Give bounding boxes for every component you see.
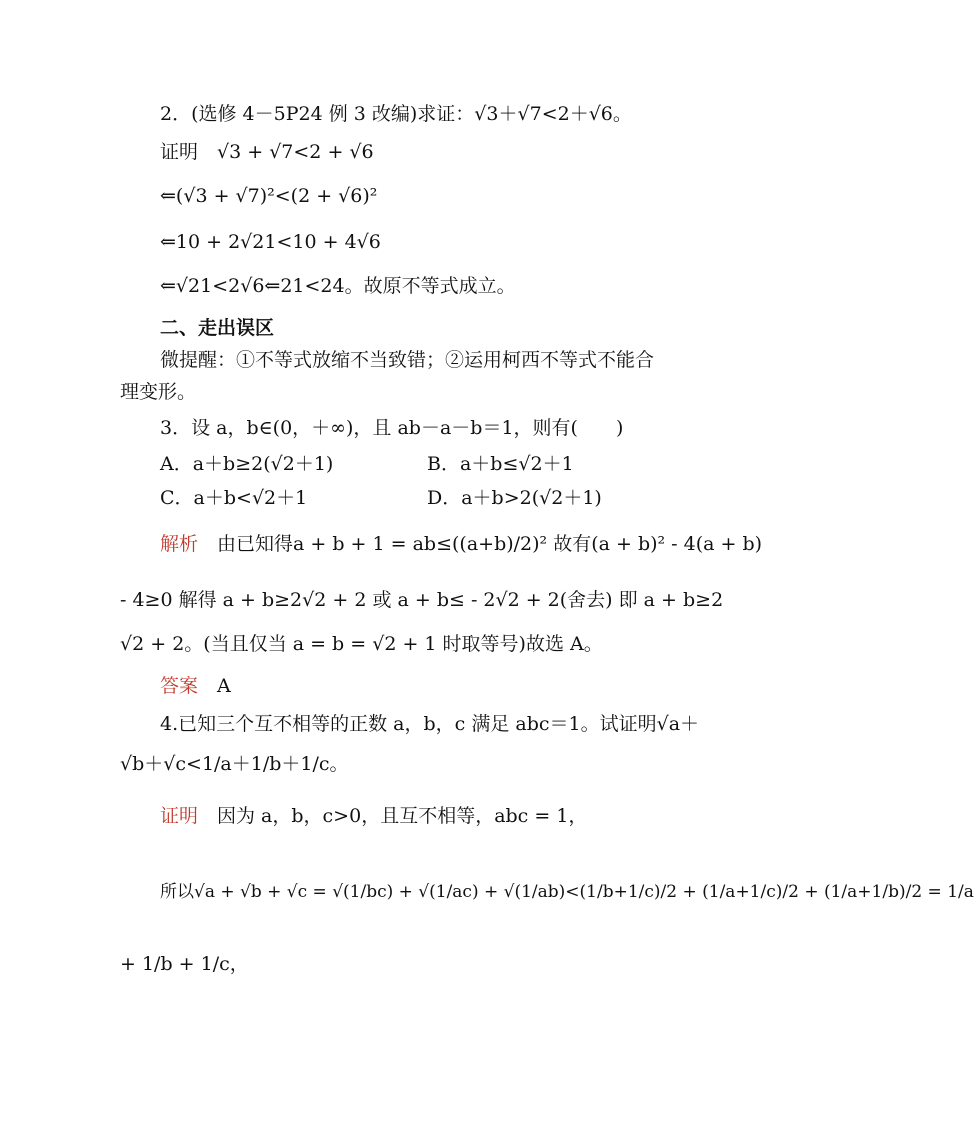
proof-4-line-2: 所以√a + √b + √c = √(1/bc) + √(1/ac) + √(1/ab)<(1/b+1/c)/2 + (1/a+1/c)/2 + (1/a+1/b)/2 = 1/a bbox=[160, 882, 974, 902]
solution-line-2: - 4≥0 解得 a + b≥2√2 + 2 或 a + b≤ - 2√2 + 2(舍去) 即 a + b≥2 bbox=[120, 589, 724, 611]
problem-2-statement: 2．(选修 4－5P24 例 3 改编)求证：√3＋√7<2＋√6。 bbox=[160, 103, 632, 125]
proof-label: 证明 bbox=[160, 805, 199, 827]
option-b: B．a＋b≤√2＋1 bbox=[427, 453, 574, 475]
proof-4-text-1: 因为 a，b，c>0，且互不相等，abc = 1， bbox=[198, 805, 588, 827]
proof-4-line-1 bbox=[160, 802, 720, 830]
option-a: A．a＋b≥2(√2＋1) bbox=[160, 453, 334, 475]
solution-text-1: 由已知得a + b + 1 = ab≤((a+b)/2)² 故有(a + b)² - 4(a + b) bbox=[198, 533, 763, 555]
answer-line bbox=[160, 672, 720, 700]
reminder-line-1: 微提醒：①不等式放缩不当致错；②运用柯西不等式不能合 bbox=[160, 349, 655, 371]
proof-line-4: ⇐√21<2√6⇐21<24。故原不等式成立。 bbox=[160, 275, 516, 297]
proof-line-3: ⇐10 + 2√21<10 + 4√6 bbox=[160, 231, 381, 253]
problem-4-statement-1: 4.已知三个互不相等的正数 a，b，c 满足 abc＝1。试证明√a＋ bbox=[160, 713, 700, 735]
solution-line-1 bbox=[160, 530, 763, 558]
proof-line-2: ⇐(√3 + √7)²<(2 + √6)² bbox=[160, 185, 378, 207]
answer-label: 答案 bbox=[160, 675, 199, 697]
solution-label: 解析 bbox=[160, 533, 199, 555]
reminder-line-2: 理变形。 bbox=[120, 381, 197, 403]
problem-4-statement-2: √b＋√c<1/a＋1/b＋1/c。 bbox=[120, 753, 349, 775]
option-c: C．a＋b<√2＋1 bbox=[160, 487, 308, 509]
answer-value: A bbox=[198, 675, 231, 697]
solution-line-3: √2 + 2。(当且仅当 a = b = √2 + 1 时取等号)故选 A。 bbox=[120, 633, 603, 655]
proof-line-1: 证明 √3 + √7<2 + √6 bbox=[160, 141, 374, 163]
problem-3-statement: 3．设 a，b∈(0，＋∞)，且 ab－a－b＝1，则有( ) bbox=[160, 417, 624, 439]
option-d: D．a＋b>2(√2＋1) bbox=[427, 487, 602, 509]
proof-4-line-3: + 1/b + 1/c， bbox=[120, 953, 249, 975]
section-heading: 二、走出误区 bbox=[160, 317, 275, 339]
